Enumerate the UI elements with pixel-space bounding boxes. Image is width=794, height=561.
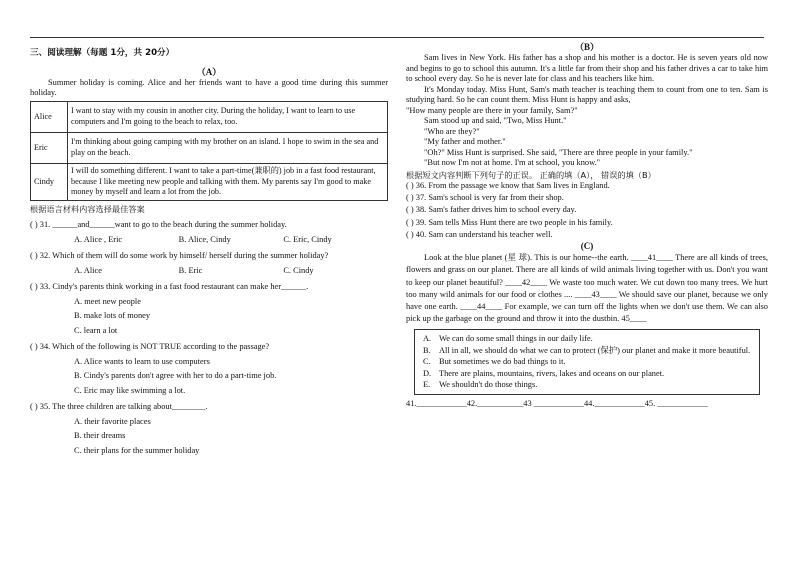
statement: ( ) 39. Sam tells Miss Hunt there are two people in his family. [406, 217, 613, 227]
people-table [30, 101, 388, 201]
left-column [30, 44, 388, 456]
passage-b-paragraph: "Who are they?" [424, 126, 480, 136]
statement: ( ) 38. Sam's father drives him to school every day. [406, 205, 577, 215]
option-text: We can do some small things in our daily life. [439, 334, 593, 344]
passage-b-paragraph: "My father and mother." [424, 137, 506, 147]
question-text: ( ) 35. The three children are talking about________. [30, 402, 208, 412]
question-text: ( ) 31. ______and______want to go to the beach during the summer holiday. [30, 220, 287, 230]
option-letter: A. [423, 334, 432, 344]
option: A. Alice [74, 265, 102, 275]
option: B. Cindy's parents don't agree with her to do a part-time job. [74, 371, 277, 381]
passage-b-paragraph: "Oh?" Miss Hunt is surprised. She said, "There are three people in your family." [424, 147, 693, 157]
statement: ( ) 37. Sam's school is very far from their shop. [406, 193, 564, 203]
option: A. their favorite places [74, 416, 151, 426]
answer-blanks: 41.____________42.___________43 ____________44.____________45. ____________ [406, 398, 708, 408]
person-name: Alice [31, 101, 68, 132]
option-letter: B. [423, 345, 431, 355]
list-item [423, 334, 753, 345]
option: B. their dreams [74, 431, 126, 441]
passage-a-intro: Summer holiday is coming. Alice and her friends want to have a good time during this summer holiday. [30, 77, 388, 98]
option-letter: D. [423, 368, 432, 378]
list-item [423, 357, 753, 368]
statement: ( ) 36. From the passage we know that Sam lives in England. [406, 181, 610, 190]
passage-b-paragraph: Sam stood up and said, "Two, Miss Hunt." [424, 116, 567, 126]
right-column [406, 42, 768, 409]
list-item [423, 380, 753, 391]
option-letter: E. [423, 380, 431, 390]
passage-b-label: （B） [574, 42, 599, 52]
question-34 [30, 342, 388, 396]
option: A. Alice wants to learn to use computers [74, 356, 210, 366]
person-text: I'm thinking about going camping with my brother on an island. I hope to swim in the sea and play on the beach. [68, 132, 388, 163]
question-31 [30, 220, 388, 245]
passage-c-label: (C) [580, 240, 594, 251]
option-text: We shouldn't do those things. [439, 380, 538, 390]
top-rule [30, 37, 764, 38]
person-text: I will do something different. I want to take a part-time(兼职的) job in a fast food restaurant, because I like meeting new people and talking with them. My parents say I'm good to make money by myself and learn a lot from the job. [68, 163, 388, 200]
option: C. Cindy [283, 265, 314, 275]
option-text: There are plains, mountains, rivers, lakes and oceans on our planet. [439, 368, 665, 378]
option: A. Alice , Eric [74, 234, 123, 244]
person-name: Eric [31, 132, 68, 163]
person-name: Cindy [31, 163, 68, 200]
option-text: But sometimes we do bad things to it. [439, 357, 566, 367]
option: C. Eric, Cindy [283, 234, 332, 244]
options-box [414, 329, 760, 395]
option: A. meet new people [74, 296, 141, 306]
list-item [423, 369, 753, 380]
question-text: ( ) 33. Cindy's parents think working in a fast food restaurant can make her______. [30, 282, 309, 292]
option: B. make lots of money [74, 311, 151, 321]
question-text: ( ) 32. Which of them will do some work by himself/ herself during the summer holiday? [30, 251, 329, 261]
passage-b-instruction: 根据短文内容判断下列句子的正误。 正确的填（A）， 错误的填（B） [406, 169, 656, 180]
option-letter: C. [423, 357, 431, 367]
option: C. learn a lot [74, 325, 118, 335]
question-text: ( ) 34. Which of the following is NOT TRUE according to the passage? [30, 342, 270, 352]
option: C. Eric may like swimming a lot. [74, 385, 186, 395]
passage-b-paragraph: "How many people are there in your family, Sam?" [406, 105, 578, 115]
table-row [31, 132, 388, 163]
question-33 [30, 282, 388, 336]
section-title: 三、阅读理解（每题 1分，共 20分） [30, 48, 175, 58]
option-text: All in all, we should do what we can to protect (保护) our planet and make it more beautiful. [439, 345, 751, 355]
table-row [31, 163, 388, 200]
question-35 [30, 402, 388, 456]
option: C. their plans for the summer holiday [74, 445, 200, 455]
passage-c-text: Look at the blue planet (星 球). This is our home--the earth. ____41____ There are all kinds of trees, flowers and grass on our planet. There are all kinds of wild animals living together with us. Don't you want to keep our planet beautiful? ____42____ We waste too much water. We cut down too many trees. We hurt too many wild animals for our food or clothes .... ____43____ We should save our planet, because we only have one earth. ____44____ For example, we can turn off the lights when we don't use them. We can also pick up the garbage on the ground and throw it into the dustbin. 45____ [406, 253, 768, 324]
passage-b-paragraph: It's Monday today. Miss Hunt, Sam's math teacher is teaching them to count from one to ten. Sam is studying hard. So he can count them. Miss Hunt is happy and asks, [406, 84, 768, 105]
question-32 [30, 251, 388, 276]
passage-b-paragraph: "But now I'm not at home. I'm at school, you know." [424, 158, 601, 168]
option: B. Eric [178, 265, 203, 275]
table-row [31, 101, 388, 132]
passage-a-instruction: 根据语言材料内容选择最佳答案 [30, 203, 145, 214]
passage-b-paragraph: Sam lives in New York. His father has a shop and his mother is a doctor. He is seven years old now and begins to go to school this autumn. It's a little far from their shop and his father drives a car to take him to school every day. So he is never late for class and his teachers like him. [406, 53, 768, 84]
list-item [423, 346, 753, 357]
statement: ( ) 40. Sam can understand his teacher well. [406, 229, 553, 239]
person-text: I want to stay with my cousin in another city. During the holiday, I want to learn to use computers and I'm going to the beach to relax, too. [68, 101, 388, 132]
option: B. Alice, Cindy [178, 234, 231, 244]
passage-a-label: （A） [196, 66, 222, 77]
